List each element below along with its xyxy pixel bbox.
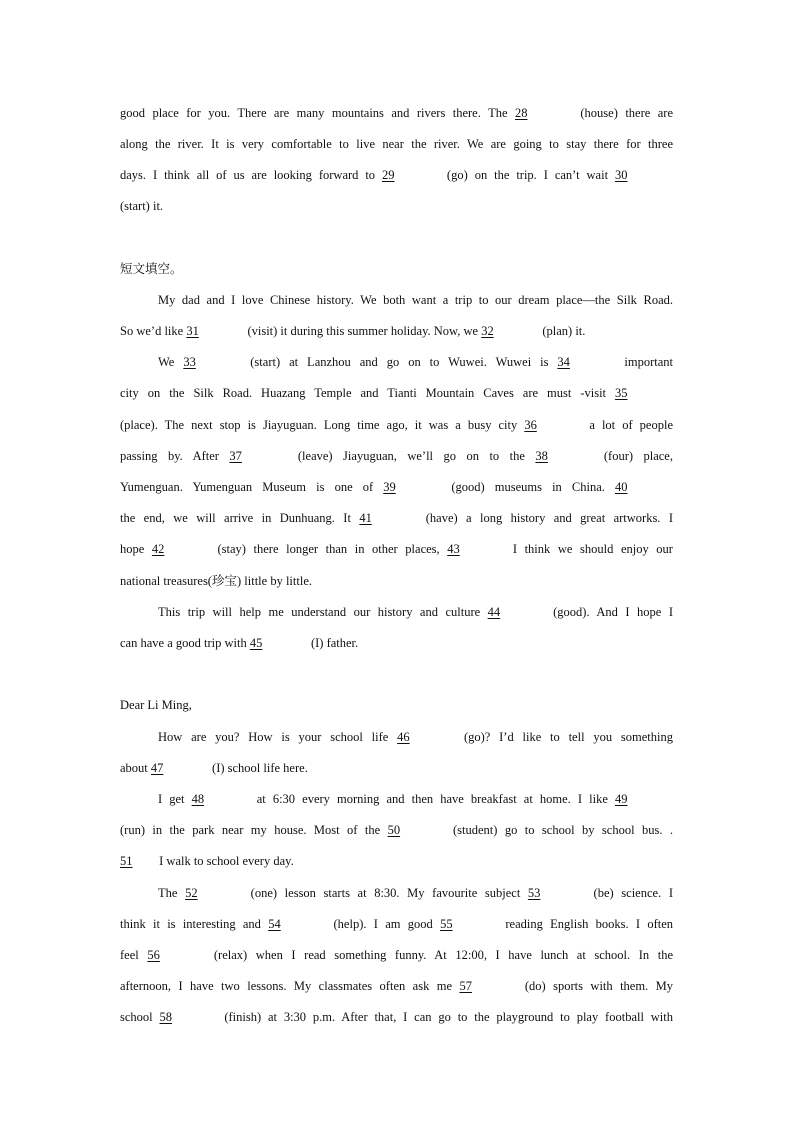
blank-31[interactable]: 31 — [186, 324, 199, 338]
text-line — [120, 947, 673, 963]
blank-55[interactable]: 55 — [440, 917, 453, 931]
text: This trip will help me understand our history and culture — [158, 605, 488, 619]
text-line — [120, 323, 673, 339]
text: (one) lesson starts at 8:30. My favourite subject — [243, 886, 528, 900]
blank-54[interactable]: 54 — [268, 917, 281, 931]
blank-58[interactable]: 58 — [159, 1010, 172, 1024]
heading-text: 短文填空。 — [120, 261, 183, 276]
text: (good). And I hope I — [545, 605, 673, 619]
text-line — [158, 292, 673, 308]
text: passing by. After — [120, 449, 230, 463]
text: (start) at Lanzhou and go on to Wuwei. Wuwei is — [241, 355, 558, 369]
text: good place for you. There are many mountains and rivers there. The — [120, 106, 515, 120]
text-line — [158, 885, 673, 901]
text-line — [120, 136, 673, 152]
text-line — [120, 978, 673, 994]
text: can have a good trip with — [120, 636, 250, 650]
blank-42[interactable]: 42 — [151, 542, 165, 556]
blank-32[interactable]: 32 — [481, 324, 494, 338]
text: (help). I am good — [326, 917, 441, 931]
text-line — [120, 822, 673, 838]
text-line — [120, 198, 673, 214]
text: I walk to school every day. — [156, 854, 294, 868]
blank-47[interactable]: 47 — [150, 761, 164, 775]
blank-41[interactable]: 41 — [359, 511, 372, 525]
blank-48[interactable]: 48 — [191, 792, 205, 806]
section-heading — [120, 261, 673, 277]
text: (go)? I’d like to tell you something — [455, 730, 673, 744]
text: How are you? How is your school life — [158, 730, 398, 744]
text: city on the Silk Road. Huazang Temple and Tianti Mountain Caves are must -visit — [120, 386, 615, 400]
text: ) little by little. — [237, 574, 312, 588]
blank-52[interactable]: 52 — [185, 886, 198, 900]
text-line — [158, 604, 673, 620]
blank-46[interactable]: 46 — [397, 730, 410, 744]
text-line — [120, 417, 673, 433]
blank-51[interactable]: 51 — [120, 854, 133, 868]
text: (have) a long history and great artworks. I — [417, 511, 673, 525]
text-line — [120, 479, 673, 495]
text: (be) science. I — [585, 886, 673, 900]
text: afternoon, I have two lessons. My classmates often ask me — [120, 979, 460, 993]
blank-37[interactable]: 37 — [229, 449, 242, 463]
blank-56[interactable]: 56 — [147, 948, 160, 962]
text: (place). The next stop is Jiayuguan. Long time ago, it was a busy city — [120, 418, 525, 432]
blank-45[interactable]: 45 — [249, 636, 263, 650]
blank-40[interactable]: 40 — [615, 480, 628, 494]
text-line — [120, 448, 673, 464]
text: (visit) it during this summer holiday. Now, we — [244, 324, 482, 338]
text: We — [158, 355, 184, 369]
text: national treasures( — [120, 574, 212, 588]
text: (four) place, — [593, 449, 673, 463]
text: (go) on the trip. I can’t wait — [440, 168, 615, 182]
text-line — [120, 573, 673, 589]
text: at 6:30 every morning and then have breakfast at home. I like — [249, 792, 615, 806]
text: about — [120, 761, 151, 775]
blank-57[interactable]: 57 — [459, 979, 472, 993]
blank-35[interactable]: 35 — [615, 386, 628, 400]
text: important — [615, 355, 673, 369]
text: think it is interesting and — [120, 917, 269, 931]
blank-44[interactable]: 44 — [487, 605, 501, 619]
text: I think we should enjoy our — [505, 542, 673, 556]
blank-50[interactable]: 50 — [387, 823, 401, 837]
text: reading English books. I often — [498, 917, 674, 931]
text: hope — [120, 542, 152, 556]
text: (good) museums in China. — [441, 480, 615, 494]
text: (house) there are — [572, 106, 674, 120]
text: Dear Li Ming, — [120, 698, 192, 712]
text-line — [120, 635, 673, 651]
text-line — [120, 916, 673, 932]
text-line — [120, 853, 673, 869]
text: the end, we will arrive in Dunhuang. It — [120, 511, 360, 525]
text: (leave) Jiayuguan, we’ll go on to the — [287, 449, 536, 463]
text: (relax) when I read something funny. At 12:00, I have lunch at school. In the — [205, 948, 673, 962]
blank-49[interactable]: 49 — [615, 792, 628, 806]
blank-30[interactable]: 30 — [615, 168, 628, 182]
blank-36[interactable]: 36 — [524, 418, 537, 432]
text: a lot of people — [582, 418, 673, 432]
text: I get — [158, 792, 192, 806]
text: Yumenguan. Yumenguan Museum is one of — [120, 480, 384, 494]
text-line — [158, 729, 673, 745]
text: (start) it. — [120, 199, 164, 213]
text: school — [120, 1010, 160, 1024]
text: The — [158, 886, 186, 900]
text: So we’d like — [120, 324, 187, 338]
text: (I) father. — [307, 636, 359, 650]
letter-salutation — [120, 697, 673, 713]
text: (run) in the park near my house. Most of the — [120, 823, 388, 837]
text-line — [120, 1009, 673, 1025]
blank-38[interactable]: 38 — [535, 449, 548, 463]
text-line — [120, 760, 673, 776]
text-line — [120, 105, 673, 121]
blank-29[interactable]: 29 — [382, 168, 395, 182]
text-line — [120, 167, 673, 183]
text: days. I think all of us are looking forward to — [120, 168, 382, 182]
text-line — [120, 510, 673, 526]
text-line — [158, 791, 673, 807]
text: 珍宝 — [211, 573, 237, 588]
blank-34[interactable]: 34 — [557, 355, 570, 369]
blank-33[interactable]: 33 — [183, 355, 196, 369]
text: (finish) at 3:30 p.m. After that, I can go to the playground to play football with — [217, 1010, 673, 1024]
text: (stay) there longer than in other places, — [209, 542, 448, 556]
text: (student) go to school by school bus. . — [445, 823, 673, 837]
text: (do) sports with them. My — [517, 979, 673, 993]
text-line — [120, 385, 673, 401]
blank-39[interactable]: 39 — [383, 480, 396, 494]
text: feel — [120, 948, 148, 962]
blank-53[interactable]: 53 — [527, 886, 541, 900]
text: (plan) it. — [539, 324, 586, 338]
text-line — [158, 354, 673, 370]
blank-28[interactable]: 28 — [514, 106, 528, 120]
text: My dad and I love Chinese history. We both want a trip to our dream place—the Silk Road. — [158, 293, 673, 307]
text: (I) school life here. — [208, 761, 308, 775]
blank-43[interactable]: 43 — [447, 542, 460, 556]
text-line — [120, 541, 673, 557]
text: along the river. It is very comfortable to live near the river. We are going to stay there for three — [120, 137, 673, 151]
